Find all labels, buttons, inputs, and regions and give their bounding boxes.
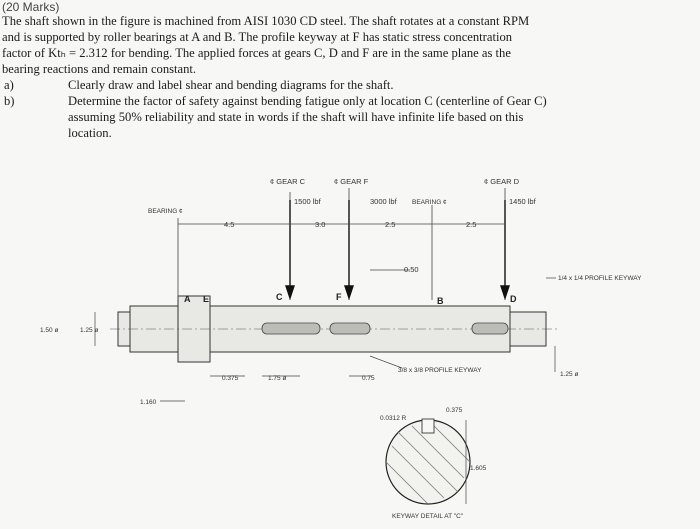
gear-f-label: ¢ GEAR F: [334, 177, 369, 186]
point-e: E: [203, 294, 210, 304]
point-f: F: [336, 292, 342, 302]
intro-line-1: The shaft shown in the figure is machined from AISI 1030 CD steel. The shaft rotates at a constant RPM: [2, 14, 530, 28]
keyway-d-label: 1/4 x 1/4 PROFILE KEYWAY: [558, 275, 642, 282]
keyway-d: [472, 323, 508, 334]
key-dim-r: 0.0312 R: [380, 415, 407, 422]
intro-line-4: bearing reactions and remain constant.: [2, 62, 197, 76]
keyway-f-label: 3/8 x 3/8 PROFILE KEYWAY: [398, 367, 482, 374]
keyway-detail: [386, 419, 470, 504]
key-dim-1605: 1.605: [470, 465, 487, 472]
force-d-label: 1450 lbf: [509, 197, 536, 206]
intro-line-3: factor of Ktₕ = 2.312 for bending. The applied forces at gears C, D and F are in the same plane as the: [2, 46, 511, 60]
part-a-label: a): [4, 78, 14, 92]
part-b-line-3: location.: [68, 126, 112, 140]
keyway-f: [330, 323, 370, 334]
dim-1160: 1.160: [140, 399, 157, 406]
bearing-left-label: BEARING ¢: [148, 208, 183, 215]
dia-125: 1.25 ø: [80, 327, 99, 334]
gear-c-label: ¢ GEAR C: [270, 177, 306, 186]
force-f-label: 3000 lbf: [370, 197, 397, 206]
part-b-label: b): [4, 94, 15, 108]
part-b-line-1: Determine the factor of safety against bending fatigue only at location C (centerline of Gear C): [68, 94, 547, 108]
dim-ac: 4.5: [224, 220, 235, 229]
dim-075: 0.75: [362, 375, 375, 382]
force-c-label: 1500 lbf: [294, 197, 321, 206]
dia-125-right: 1.25 ø: [560, 371, 579, 378]
point-a: A: [184, 294, 191, 304]
part-b-line-2: assuming 50% reliability and state in words if the shaft will have infinite life based on this: [68, 110, 524, 124]
dia-175: 1.75 ø: [268, 375, 287, 382]
dia-150: 1.50 ø: [40, 327, 59, 334]
key-dim-0375: 0.375: [446, 407, 463, 414]
intro-line-2: and is supported by roller bearings at A and B. The profile keyway at F has static stress concentration: [2, 30, 513, 44]
point-b: B: [437, 296, 444, 306]
keyway-detail-label: KEYWAY DETAIL AT "C": [392, 513, 464, 520]
bearing-right-label: BEARING ¢: [412, 199, 447, 206]
point-d: D: [510, 294, 517, 304]
gear-d-label: ¢ GEAR D: [484, 177, 520, 186]
dim-0375: 0.375: [222, 375, 239, 382]
dim-050: 0.50: [404, 265, 419, 274]
point-c: C: [276, 292, 283, 302]
marks-label: (20 Marks): [2, 0, 60, 14]
part-a-line-1: Clearly draw and label shear and bending diagrams for the shaft.: [68, 78, 394, 92]
dim-fb: 2.5: [385, 220, 396, 229]
dim-cf: 3.0: [315, 220, 326, 229]
keyway-c: [262, 323, 320, 334]
dim-bd: 2.5: [466, 220, 477, 229]
